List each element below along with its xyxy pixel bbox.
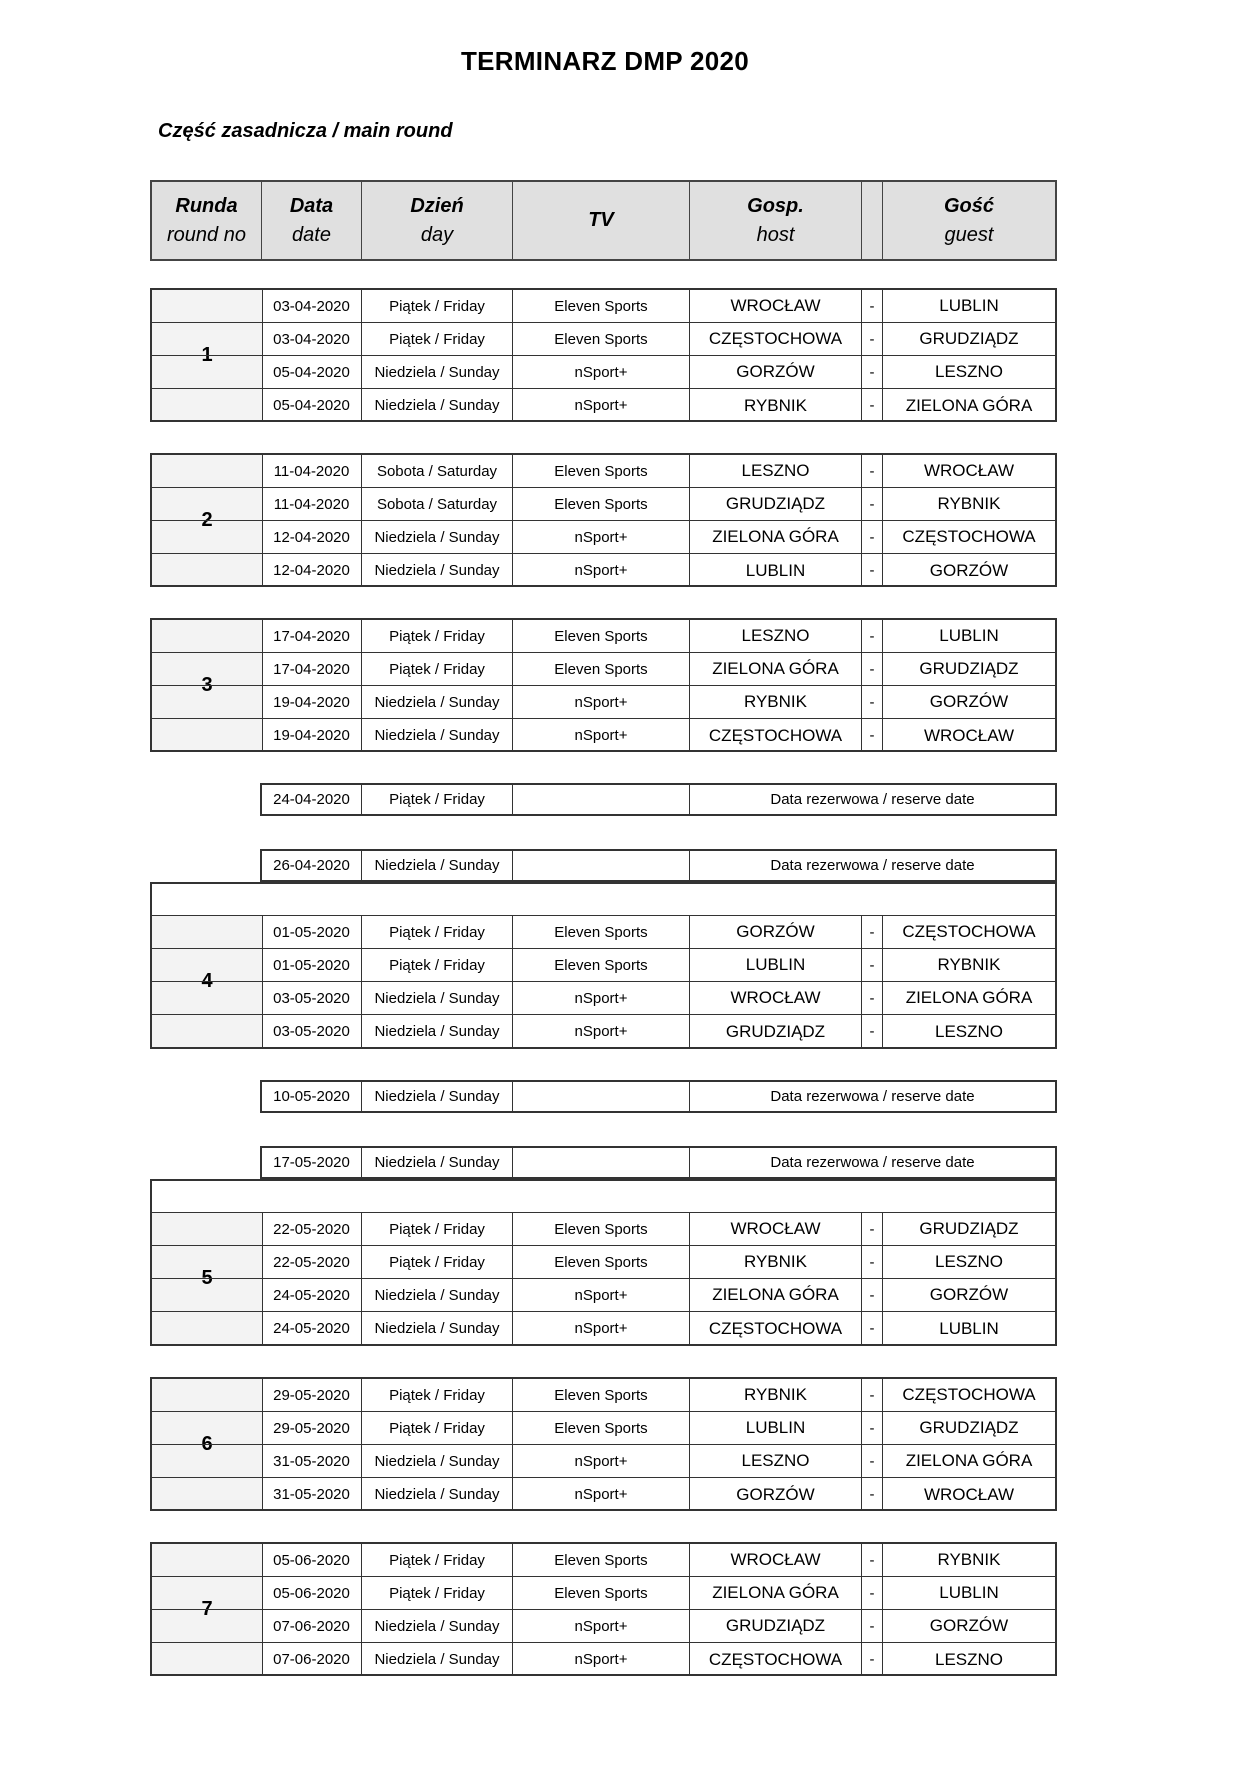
match-date: 17-04-2020	[262, 653, 362, 685]
match-day: Piątek / Friday	[362, 1577, 513, 1609]
match-host: RYBNIK	[690, 1379, 862, 1411]
match-host: LESZNO	[690, 455, 862, 487]
header-day-sublabel: day	[420, 223, 454, 246]
match-guest: LUBLIN	[939, 1318, 999, 1338]
match-tv: nSport+	[513, 356, 690, 388]
match-guest: RYBNIK	[937, 955, 1001, 974]
match-host: GRUDZIĄDZ	[690, 1015, 862, 1048]
match-guest: CZĘSTOCHOWA	[902, 922, 1036, 941]
match-host: WROCŁAW	[690, 1544, 862, 1576]
reserve-tv	[513, 1148, 690, 1177]
match-row	[152, 488, 1055, 521]
match-row	[152, 1379, 1055, 1412]
match-dash: -	[862, 1643, 883, 1676]
reserve-date-row	[260, 849, 1057, 882]
match-row	[152, 290, 1055, 323]
match-date: 05-06-2020	[262, 1544, 362, 1576]
match-date: 07-06-2020	[262, 1610, 362, 1642]
match-tv: nSport+	[513, 719, 690, 752]
match-dash: -	[862, 356, 883, 388]
match-guest: GORZÓW	[929, 1616, 1009, 1635]
match-row	[152, 1643, 1055, 1676]
match-day: Niedziela / Sunday	[362, 1478, 513, 1511]
match-row	[152, 323, 1055, 356]
match-date: 05-04-2020	[262, 389, 362, 422]
match-tv: nSport+	[513, 389, 690, 422]
match-date: 05-04-2020	[262, 356, 362, 388]
match-day: Piątek / Friday	[362, 323, 513, 355]
match-date: 31-05-2020	[262, 1478, 362, 1511]
match-dash: -	[862, 1279, 883, 1311]
match-date: 19-04-2020	[262, 686, 362, 718]
header-guest-sublabel: guest	[944, 223, 994, 246]
match-host: LESZNO	[690, 1445, 862, 1477]
match-guest: LUBLIN	[939, 296, 999, 315]
match-guest: GORZÓW	[929, 1285, 1009, 1304]
header-host-label: Gosp.	[747, 194, 804, 217]
match-date: 05-06-2020	[262, 1577, 362, 1609]
reserve-date: 17-05-2020	[262, 1148, 362, 1177]
match-dash: -	[862, 1478, 883, 1511]
match-guest: RYBNIK	[937, 1550, 1001, 1569]
match-day: Niedziela / Sunday	[362, 1643, 513, 1676]
match-host: LUBLIN	[690, 1412, 862, 1444]
match-date: 22-05-2020	[262, 1246, 362, 1278]
match-tv: Eleven Sports	[513, 620, 690, 652]
match-host: RYBNIK	[690, 389, 862, 422]
reserve-day: Piątek / Friday	[362, 785, 513, 814]
match-host: WROCŁAW	[690, 982, 862, 1014]
match-row	[152, 389, 1055, 422]
match-dash: -	[862, 1445, 883, 1477]
round-number: 7	[152, 1544, 263, 1674]
match-dash: -	[862, 389, 883, 422]
match-row	[152, 686, 1055, 719]
match-day: Piątek / Friday	[362, 1246, 513, 1278]
reserve-date-row	[260, 1080, 1057, 1113]
match-row	[152, 1213, 1055, 1246]
match-dash: -	[862, 1577, 883, 1609]
match-day: Niedziela / Sunday	[362, 1312, 513, 1345]
match-day: Niedziela / Sunday	[362, 554, 513, 587]
match-dash: -	[862, 323, 883, 355]
round-number: 1	[152, 290, 263, 420]
match-tv: nSport+	[513, 982, 690, 1014]
match-dash: -	[862, 1610, 883, 1642]
round-number: 3	[152, 620, 263, 750]
match-tv: nSport+	[513, 554, 690, 587]
match-host: GORZÓW	[690, 356, 862, 388]
match-date: 12-04-2020	[262, 554, 362, 587]
match-day: Niedziela / Sunday	[362, 982, 513, 1014]
match-host: GRUDZIĄDZ	[690, 488, 862, 520]
match-guest: LESZNO	[934, 362, 1004, 381]
match-row	[152, 554, 1055, 587]
match-date: 17-04-2020	[262, 620, 362, 652]
match-row	[152, 356, 1055, 389]
match-dash: -	[862, 521, 883, 553]
round-number: 6	[152, 1379, 263, 1509]
match-dash: -	[862, 719, 883, 752]
match-tv: Eleven Sports	[513, 488, 690, 520]
match-date: 01-05-2020	[262, 949, 362, 981]
match-host: RYBNIK	[690, 1246, 862, 1278]
match-host: ZIELONA GÓRA	[690, 1279, 862, 1311]
match-guest: CZĘSTOCHOWA	[902, 1385, 1036, 1404]
reserve-date: 24-04-2020	[262, 785, 362, 814]
match-day: Piątek / Friday	[362, 1412, 513, 1444]
header-host-sublabel: host	[756, 223, 795, 246]
header-tv-label: TV	[588, 209, 614, 231]
match-tv: nSport+	[513, 1015, 690, 1048]
match-dash: -	[862, 488, 883, 520]
match-host: WROCŁAW	[690, 1213, 862, 1245]
match-dash: -	[862, 949, 883, 981]
match-guest: GORZÓW	[929, 560, 1009, 580]
match-day: Piątek / Friday	[362, 1213, 513, 1245]
match-date: 03-04-2020	[262, 323, 362, 355]
round-block	[150, 1542, 1057, 1676]
match-dash: -	[862, 455, 883, 487]
match-day: Piątek / Friday	[362, 1379, 513, 1411]
match-row	[152, 1577, 1055, 1610]
match-row	[152, 521, 1055, 554]
match-tv: Eleven Sports	[513, 1544, 690, 1576]
round-number: 2	[152, 455, 263, 585]
match-tv: Eleven Sports	[513, 290, 690, 322]
match-row	[152, 455, 1055, 488]
match-day: Niedziela / Sunday	[362, 1610, 513, 1642]
match-tv: Eleven Sports	[513, 1379, 690, 1411]
round-block	[150, 453, 1057, 587]
match-guest: GRUDZIĄDZ	[919, 659, 1019, 678]
reserve-date: 10-05-2020	[262, 1082, 362, 1111]
match-guest: GRUDZIĄDZ	[919, 1219, 1019, 1238]
match-row	[152, 719, 1055, 752]
match-dash: -	[862, 686, 883, 718]
match-dash: -	[862, 1015, 883, 1048]
match-dash: -	[862, 620, 883, 652]
match-row	[152, 1445, 1055, 1478]
reserve-date-row	[260, 1146, 1057, 1179]
match-tv: nSport+	[513, 686, 690, 718]
reserve-date: 26-04-2020	[262, 851, 362, 880]
match-day: Piątek / Friday	[362, 653, 513, 685]
match-tv: nSport+	[513, 1478, 690, 1511]
header-guest-label: Gość	[943, 194, 995, 217]
match-date: 03-04-2020	[262, 290, 362, 322]
round-block	[150, 1377, 1057, 1511]
match-tv: Eleven Sports	[513, 916, 690, 948]
match-date: 29-05-2020	[262, 1412, 362, 1444]
match-guest: ZIELONA GÓRA	[905, 395, 1033, 415]
match-date: 03-05-2020	[262, 1015, 362, 1048]
round-number: 5	[152, 1213, 263, 1344]
match-guest: LESZNO	[934, 1021, 1004, 1041]
match-date: 11-04-2020	[262, 455, 362, 487]
match-date: 11-04-2020	[262, 488, 362, 520]
match-tv: Eleven Sports	[513, 1213, 690, 1245]
round-block	[150, 915, 1057, 1049]
reserve-note: Data rezerwowa / reserve date	[770, 1154, 975, 1171]
match-tv: nSport+	[513, 1312, 690, 1345]
match-host: GORZÓW	[690, 1478, 862, 1511]
match-guest: LUBLIN	[939, 1583, 999, 1602]
match-guest: ZIELONA GÓRA	[905, 1451, 1033, 1470]
match-row	[152, 1312, 1055, 1345]
reserve-note: Data rezerwowa / reserve date	[770, 791, 975, 808]
match-dash: -	[862, 982, 883, 1014]
match-host: CZĘSTOCHOWA	[690, 719, 862, 752]
match-row	[152, 653, 1055, 686]
match-host: WROCŁAW	[690, 290, 862, 322]
match-tv: Eleven Sports	[513, 1246, 690, 1278]
match-dash: -	[862, 1246, 883, 1278]
match-day: Niedziela / Sunday	[362, 719, 513, 752]
match-host: ZIELONA GÓRA	[690, 521, 862, 553]
match-dash: -	[862, 554, 883, 587]
match-tv: Eleven Sports	[513, 653, 690, 685]
match-dash: -	[862, 1213, 883, 1245]
header-date-label: Data	[289, 194, 334, 217]
match-row	[152, 1478, 1055, 1511]
match-day: Niedziela / Sunday	[362, 356, 513, 388]
match-guest: GRUDZIĄDZ	[919, 1418, 1019, 1437]
match-date: 01-05-2020	[262, 916, 362, 948]
reserve-tv	[513, 785, 690, 814]
match-tv: nSport+	[513, 1445, 690, 1477]
match-host: ZIELONA GÓRA	[690, 1577, 862, 1609]
match-guest: LUBLIN	[939, 626, 999, 645]
match-date: 29-05-2020	[262, 1379, 362, 1411]
match-tv: nSport+	[513, 521, 690, 553]
reserve-tv	[513, 851, 690, 880]
match-host: CZĘSTOCHOWA	[690, 323, 862, 355]
reserve-date-row	[260, 783, 1057, 816]
match-date: 31-05-2020	[262, 1445, 362, 1477]
match-dash: -	[862, 1544, 883, 1576]
match-dash: -	[862, 1312, 883, 1345]
match-row	[152, 1610, 1055, 1643]
match-host: CZĘSTOCHOWA	[690, 1312, 862, 1345]
match-day: Niedziela / Sunday	[362, 389, 513, 422]
match-row	[152, 1544, 1055, 1577]
match-day: Piątek / Friday	[362, 916, 513, 948]
match-tv: Eleven Sports	[513, 949, 690, 981]
match-guest: LESZNO	[934, 1649, 1004, 1669]
header-date-sublabel: date	[292, 223, 331, 246]
match-guest: LESZNO	[934, 1252, 1004, 1271]
match-row	[152, 1412, 1055, 1445]
section-subtitle: Część zasadnicza / main round	[158, 120, 453, 142]
match-dash: -	[862, 290, 883, 322]
match-dash: -	[862, 653, 883, 685]
match-day: Piątek / Friday	[362, 290, 513, 322]
match-tv: Eleven Sports	[513, 455, 690, 487]
match-guest: GORZÓW	[929, 692, 1009, 711]
round-block	[150, 288, 1057, 422]
match-tv: nSport+	[513, 1610, 690, 1642]
match-date: 19-04-2020	[262, 719, 362, 752]
match-day: Niedziela / Sunday	[362, 1445, 513, 1477]
match-day: Niedziela / Sunday	[362, 686, 513, 718]
match-row	[152, 916, 1055, 949]
round-block	[150, 618, 1057, 752]
match-row	[152, 1246, 1055, 1279]
reserve-note: Data rezerwowa / reserve date	[770, 1088, 975, 1105]
match-tv: Eleven Sports	[513, 1412, 690, 1444]
match-guest: RYBNIK	[937, 494, 1001, 513]
match-row	[152, 982, 1055, 1015]
match-host: RYBNIK	[690, 686, 862, 718]
match-day: Niedziela / Sunday	[362, 1279, 513, 1311]
match-guest: GRUDZIĄDZ	[919, 329, 1019, 348]
header-round-sublabel: round no	[167, 223, 246, 246]
match-host: GRUDZIĄDZ	[690, 1610, 862, 1642]
match-host: LUBLIN	[690, 554, 862, 587]
round-block	[150, 1212, 1057, 1346]
match-row	[152, 949, 1055, 982]
match-tv: nSport+	[513, 1643, 690, 1676]
match-host: GORZÓW	[690, 916, 862, 948]
match-tv: nSport+	[513, 1279, 690, 1311]
match-date: 24-05-2020	[262, 1279, 362, 1311]
match-guest: ZIELONA GÓRA	[905, 988, 1033, 1007]
match-row	[152, 620, 1055, 653]
match-row	[152, 1015, 1055, 1048]
spacer-row	[150, 1179, 1057, 1212]
match-day: Piątek / Friday	[362, 620, 513, 652]
reserve-tv	[513, 1082, 690, 1111]
match-row	[152, 1279, 1055, 1312]
reserve-day: Niedziela / Sunday	[362, 851, 513, 880]
match-guest: WROCŁAW	[923, 725, 1015, 745]
header-round-label: Runda	[175, 194, 238, 217]
page-title: TERMINARZ DMP 2020	[460, 46, 750, 76]
match-date: 22-05-2020	[262, 1213, 362, 1245]
match-guest: WROCŁAW	[923, 461, 1015, 480]
reserve-note: Data rezerwowa / reserve date	[770, 857, 975, 874]
match-host: ZIELONA GÓRA	[690, 653, 862, 685]
match-date: 07-06-2020	[262, 1643, 362, 1676]
match-day: Niedziela / Sunday	[362, 521, 513, 553]
reserve-day: Niedziela / Sunday	[362, 1082, 513, 1111]
header-day-label: Dzień	[410, 194, 464, 217]
match-host: LESZNO	[690, 620, 862, 652]
match-day: Sobota / Saturday	[362, 488, 513, 520]
match-date: 03-05-2020	[262, 982, 362, 1014]
match-tv: Eleven Sports	[513, 323, 690, 355]
match-host: CZĘSTOCHOWA	[690, 1643, 862, 1676]
match-day: Niedziela / Sunday	[362, 1015, 513, 1048]
match-day: Sobota / Saturday	[362, 455, 513, 487]
match-date: 24-05-2020	[262, 1312, 362, 1345]
match-date: 12-04-2020	[262, 521, 362, 553]
match-tv: Eleven Sports	[513, 1577, 690, 1609]
reserve-day: Niedziela / Sunday	[362, 1148, 513, 1177]
match-guest: CZĘSTOCHOWA	[902, 527, 1036, 546]
match-guest: WROCŁAW	[923, 1484, 1015, 1504]
match-host: LUBLIN	[690, 949, 862, 981]
match-dash: -	[862, 1379, 883, 1411]
match-day: Piątek / Friday	[362, 1544, 513, 1576]
match-dash: -	[862, 916, 883, 948]
spacer-row	[150, 882, 1057, 915]
match-day: Piątek / Friday	[362, 949, 513, 981]
round-number: 4	[152, 916, 263, 1047]
match-dash: -	[862, 1412, 883, 1444]
